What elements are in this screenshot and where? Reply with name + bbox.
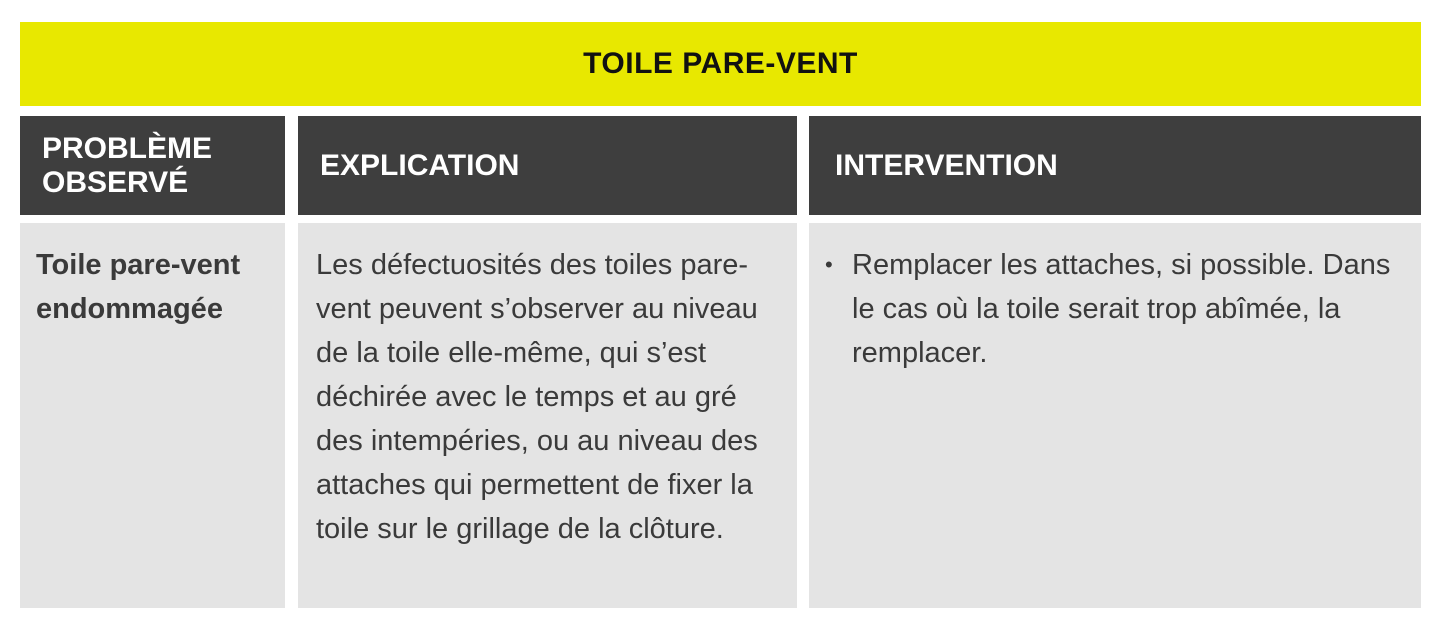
list-item bbox=[825, 243, 1397, 375]
table-title-banner bbox=[20, 22, 1421, 106]
table-title: TOILE PARE-VENT bbox=[583, 47, 858, 80]
column-header-problem-label: PROBLÈME OBSERVÉ bbox=[42, 131, 213, 199]
column-header-explication bbox=[298, 116, 797, 215]
column-header-intervention bbox=[809, 116, 1421, 215]
column-header-intervention-label: INTERVENTION bbox=[835, 148, 1058, 182]
column-header-explication-label: EXPLICATION bbox=[320, 148, 520, 182]
intervention-list bbox=[825, 243, 1401, 375]
table-cell-intervention bbox=[809, 223, 1421, 608]
table-cell-problem bbox=[20, 223, 285, 608]
problem-text: Toile pare-vent endommagée bbox=[36, 249, 241, 325]
intervention-text: Remplacer les attaches, si possible. Dans le cas où la toile serait trop abîmée, la remplacer. bbox=[852, 249, 1391, 369]
table-cell-explication bbox=[298, 223, 797, 608]
column-header-problem bbox=[20, 116, 285, 215]
explication-text: Les défectuosités des toiles pare-vent peuvent s’observer au niveau de la toile elle-même, qui s’est déchirée avec le temps et au gré des intempéries, ou au niveau des attaches qui permettent de fixer la toile sur le grillage de la clôture. bbox=[316, 249, 758, 545]
bullet-icon: • bbox=[825, 252, 833, 277]
